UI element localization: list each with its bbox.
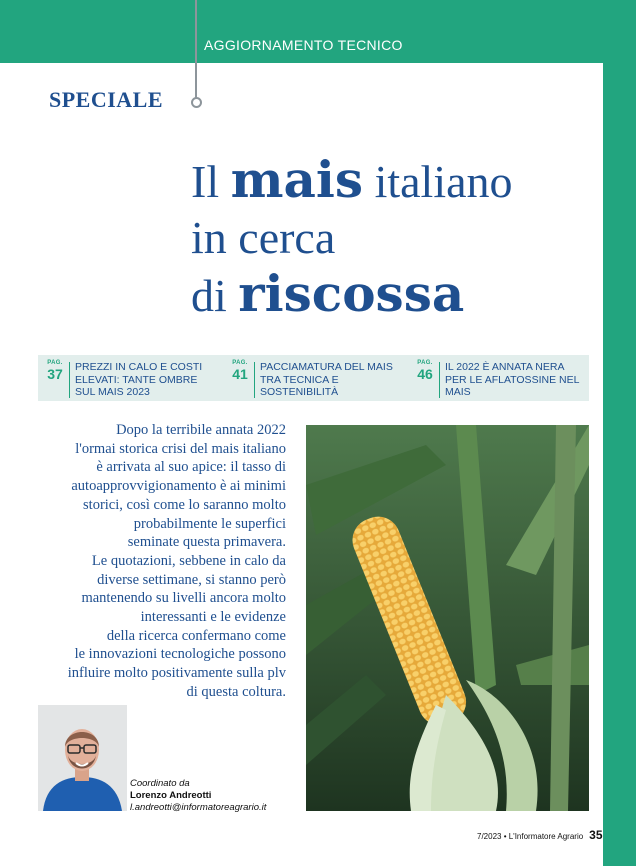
- toc-page-number: 41: [232, 366, 248, 382]
- toc-item-text: PREZZI IN CALO E COSTI ELEVATI: TANTE OMBRE SUL MAIS 2023: [75, 361, 203, 398]
- toc-item-text: PACCIAMATURA DEL MAIS TRA TECNICA E SOSTENIBILITÀ: [260, 361, 393, 398]
- toc-page-number: 46: [417, 366, 433, 382]
- intro-line: di questa coltura.: [186, 683, 286, 700]
- intro-line: è arrivata al suo apice: il tasso di: [96, 459, 286, 476]
- title-line-1: [191, 152, 591, 210]
- toc-page-label: PAG.: [47, 360, 63, 366]
- section-label: AGGIORNAMENTO TECNICO: [204, 37, 403, 53]
- page-number: 35: [589, 828, 603, 842]
- author-email[interactable]: l.andreotti@informatoreagrario.it: [130, 802, 267, 813]
- author-avatar: [38, 705, 127, 811]
- corn-photo: [306, 425, 589, 811]
- toc-separator: [439, 362, 440, 398]
- speciale-tag: SPECIALE: [49, 87, 164, 112]
- intro-line: interessanti e le evidenze: [140, 609, 286, 626]
- toc-separator: [69, 362, 70, 398]
- toc-page: [414, 360, 436, 381]
- author-credit: [130, 778, 300, 814]
- author-photo: [38, 705, 127, 811]
- intro-line: Dopo la terribile annata 2022: [116, 422, 286, 438]
- side-band: [603, 0, 636, 866]
- toc-separator: [254, 362, 255, 398]
- title-word-di: di: [191, 270, 239, 321]
- toc-page-number: 37: [47, 366, 63, 382]
- intro-line: Le quotazioni, sebbene in calo da: [91, 552, 286, 569]
- header-band: [0, 0, 636, 63]
- intro-line: autoapprovvigionamento è ai minimi: [71, 478, 286, 495]
- corn-illustration: [306, 425, 589, 811]
- footer-issue: 7/2023 • L'Informatore Agrario: [477, 832, 584, 841]
- title-word-italiano: italiano: [363, 156, 513, 207]
- intro-line: influire molto positivamente sulla plv: [67, 665, 286, 682]
- divider-dot-icon: [191, 97, 202, 108]
- intro-line: della ricerca confermano come: [106, 627, 286, 644]
- intro-line: storici, così come lo saranno molto: [83, 496, 286, 513]
- intro-line: le innovazioni tecnologiche possono: [74, 646, 286, 663]
- title-word-mais: mais: [230, 150, 364, 209]
- intro-line: diverse settimane, si stanno però: [97, 571, 286, 588]
- intro-line: probabilmente le superfici: [133, 515, 286, 532]
- toc-bar: [38, 355, 589, 401]
- page-footer: [477, 828, 603, 842]
- author-name: Lorenzo Andreotti: [130, 790, 212, 801]
- toc-page: [229, 360, 251, 381]
- intro-line: seminate questa primavera.: [127, 534, 286, 551]
- toc-item-text: IL 2022 È ANNATA NERA PER LE AFLATOSSINE NEL MAIS: [445, 361, 580, 398]
- toc-page: [44, 360, 66, 381]
- divider-line: [195, 0, 197, 98]
- toc-page-label: PAG.: [417, 360, 433, 366]
- intro-text: [40, 421, 286, 702]
- page-title: [191, 152, 591, 324]
- intro-line: l'ormai storica crisi del mais italiano: [75, 440, 286, 457]
- title-word-il: Il: [191, 156, 231, 207]
- title-line-2: in cerca: [191, 212, 336, 263]
- title-line-3: [191, 266, 591, 324]
- toc-page-label: PAG.: [232, 360, 248, 366]
- title-word-riscossa: riscossa: [238, 264, 465, 323]
- intro-line: mantenendo su livelli ancora molto: [81, 590, 286, 607]
- credit-role: Coordinato da: [130, 778, 190, 789]
